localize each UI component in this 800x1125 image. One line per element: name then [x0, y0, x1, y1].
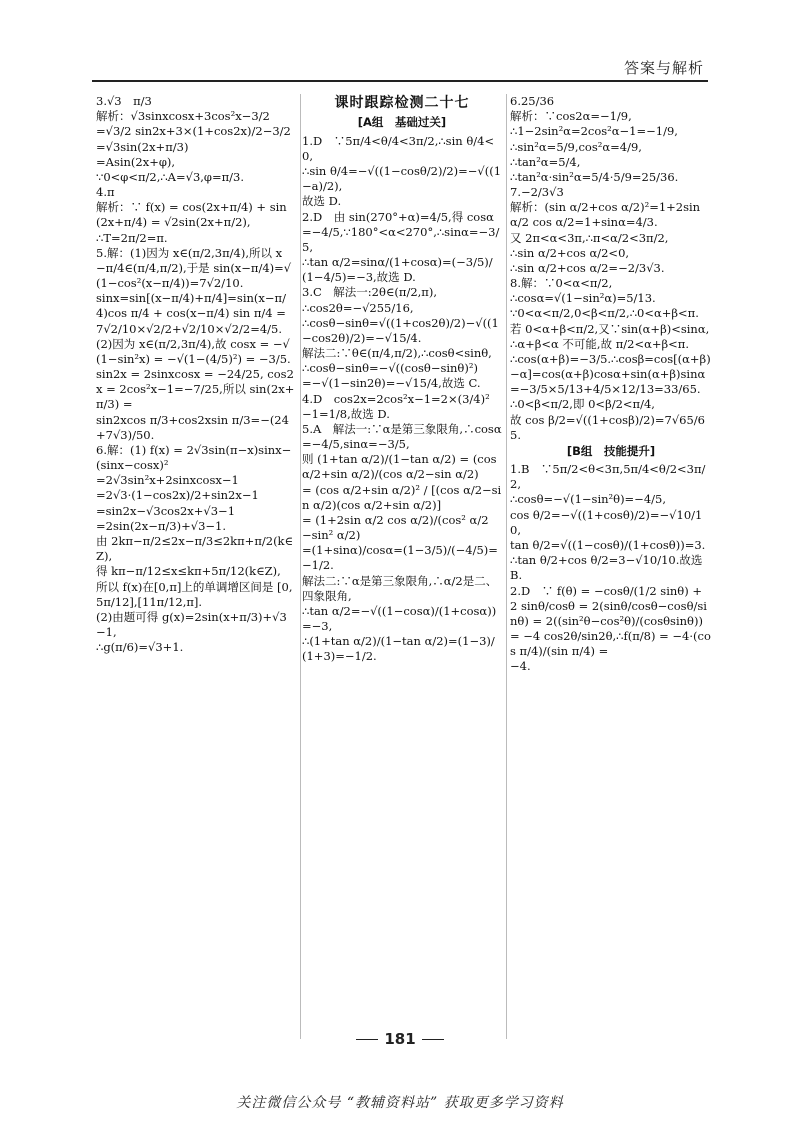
answer-line: 解析：∵cos2α=−1/9, — [510, 109, 632, 124]
answer-line: ∴α+β<α 不可能,故 π/2<α+β<π. — [510, 336, 690, 351]
answer-line: 4.π — [96, 185, 115, 200]
page-number — [0, 1030, 800, 1048]
answer-line: 解析：√3sinxcosx+3cos²x−3/2 — [96, 109, 270, 124]
answer-line: ∴tan²α·sin²α=5/4·5/9=25/36. — [510, 169, 679, 184]
answer-line: = (1+2sin α/2 cos α/2)/(cos² α/2−sin² α/2) — [302, 512, 489, 543]
answer-line: =√3sin(2x+π/3) — [96, 139, 189, 154]
answer-line: ∴tan α/2=−√((1−cosα)/(1+cosα))=−3, — [302, 603, 497, 634]
page-number-dash-left — [356, 1039, 378, 1040]
answer-line: 所以 f(x)在[0,π]上的单调增区间是 [0,5π/12],[11π/12,π]. — [96, 579, 293, 609]
answer-line: ∴T=2π/2=π. — [96, 230, 168, 245]
group-a-title: [A组 基础过关] — [357, 115, 447, 130]
answer-line: tan θ/2=√((1−cosθ)/(1+cosθ))=3. — [510, 537, 706, 552]
answer-line: =2√3sin²x+2sinxcosx−1 — [96, 473, 239, 488]
answer-line: ∴0<β<π/2,即 0<β/2<π/4, — [510, 397, 655, 412]
answer-line: ∴sin α/2+cos α/2=−2/3√3. — [510, 260, 665, 275]
answer-line: 6.25/36 — [510, 94, 555, 108]
answer-line: =2√3·(1−cos2x)/2+sin2x−1 — [96, 488, 259, 503]
answer-line: 解法二:∵α是第三象限角,∴α/2是二、四象限角, — [302, 573, 498, 603]
column-divider-2 — [506, 94, 507, 1039]
answer-line: sin2x = 2sinxcosx = −24/25, cos2x = 2cos²x−1=−7/25,所以 sin(2x+π/3) = — [96, 367, 295, 412]
answer-line: 故选 D. — [302, 194, 342, 209]
answer-line: 1.B ∵5π/2<θ<3π,5π/4<θ/2<3π/2, — [510, 462, 706, 492]
answer-line: ∴cos(α+β)=−3/5.∴cosβ=cos[(α+β)−α]=cos(α+β)cosα+sin(α+β)sinα=−3/5×5/13+4/5×12/13=33/65. — [510, 351, 711, 397]
answer-line: ∴1−2sin²α=2cos²α−1=−1/9, — [510, 124, 678, 139]
answer-line: ∴cosθ=−√(1−sin²θ)=−4/5, — [510, 492, 666, 507]
header-title: 答案与解析 — [623, 59, 704, 77]
answer-line: 3.√3 π/3 — [96, 94, 152, 108]
answer-line: ∴cosθ−sinθ=√((1+cos2θ)/2)−√((1−cos2θ)/2)=−√15/4. — [302, 315, 499, 345]
answer-line: sinx=sin[(x−π/4)+π/4]=sin(x−π/4)cos π/4 + cos(x−π/4) sin π/4 = 7√2/10×√2/2+√2/10×√2/2=4/5. — [96, 291, 290, 336]
answer-line: 8.解：∵0<α<π/2, — [510, 276, 613, 291]
answer-line: 3.C 解法一:2θ∈(π/2,π), — [302, 285, 437, 300]
answer-line: 解析：∵ f(x) = cos(2x+π/4) + sin(2x+π/4) = √2sin(2x+π/2), — [96, 200, 287, 230]
group-b-title: [B组 技能提升] — [566, 443, 656, 458]
page-number-text: 181 — [384, 1030, 416, 1048]
answer-line: 5.解：(1)因为 x∈(π/2,3π/4),所以 x−π/4∈(π/4,π/2),于是 sin(x−π/4)=√(1−cos²(x−π/4))=7√2/10. — [96, 245, 292, 291]
answer-line: ∴(1+tan α/2)/(1−tan α/2)=(1−3)/(1+3)=−1/2. — [302, 634, 495, 664]
answer-line: ∵0<α<π/2,0<β<π/2,∴0<α+β<π. — [510, 306, 699, 321]
answer-line: (2)因为 x∈(π/2,3π/4),故 cosx = −√(1−sin²x) = −√(1−(4/5)²) = −3/5. — [96, 336, 291, 366]
right-column — [510, 94, 712, 1054]
answer-line: ∴cos2θ=−√255/16, — [302, 300, 414, 315]
answer-line: 又 2π<α<3π,∴π<α/2<3π/2, — [510, 230, 669, 245]
answer-line: 若 0<α+β<π/2,又∵sin(α+β)<sinα, — [510, 321, 710, 336]
answer-line: sin2xcos π/3+cos2xsin π/3=−(24+7√3)/50. — [96, 412, 289, 442]
answer-line: ∴tan²α=5/4, — [510, 154, 581, 169]
answer-line: 5.A 解法一:∵α是第三象限角,∴cosα=−4/5,sinα=−3/5, — [302, 421, 502, 452]
answer-line: =√3/2 sin2x+3×(1+cos2x)/2−3/2 — [96, 124, 291, 139]
answer-line: ∴sin²α=5/9,cos²α=4/9, — [510, 139, 642, 154]
answer-line: 2.D 由 sin(270°+α)=4/5,得 cosα=−4/5,∵180°<α<270°,∴sinα=−3/5, — [302, 209, 500, 254]
answer-line: 6.解：(1) f(x) = 2√3sin(π−x)sinx−(sinx−cosx)² — [96, 442, 292, 473]
answer-line: ∴tan θ/2+cos θ/2=3−√10/10.故选 B. — [510, 553, 707, 583]
answer-line: 解法二:∵θ∈(π/4,π/2),∴cosθ<sinθ, — [302, 346, 492, 361]
answer-line: 7.−2/3√3 — [510, 185, 564, 200]
header-rule — [92, 80, 708, 82]
middle-column — [302, 94, 502, 1054]
answer-line: =sin2x−√3cos2x+√3−1 — [96, 503, 236, 518]
answer-line: cos θ/2=−√((1+cosθ)/2)=−√10/10, — [510, 507, 703, 537]
answer-line: ∴tan α/2=sinα/(1+cosα)=(−3/5)/(1−4/5)=−3,故选 D. — [302, 255, 493, 285]
answer-line: 2.D ∵ f(θ) = −cosθ/(1/2 sinθ) + 2 sinθ/cosθ = 2(sinθ/cosθ−cosθ/sinθ) = 2((sin²θ−cos²θ)/(cosθsinθ)) = −4 cos2θ/sin2θ,∴f(π/8) = −4·(cos π/4)/(sin π/4) = — [510, 583, 711, 659]
answer-line: ∴cosθ−sinθ=−√((cosθ−sinθ)²) — [302, 361, 478, 376]
answer-line: 故 cos β/2=√((1+cosβ)/2)=7√65/65. — [510, 412, 705, 442]
answer-line: 4.D cos2x=2cos²x−1=2×(3/4)²−1=1/8,故选 D. — [302, 391, 490, 421]
column-divider-1 — [300, 94, 301, 1039]
answer-line: ∴cosα=√(1−sin²α)=5/13. — [510, 291, 656, 306]
page-number-dash-right — [422, 1039, 444, 1040]
answer-line: =(1+sinα)/cosα=(1−3/5)/(−4/5)=−1/2. — [302, 543, 498, 573]
answer-line: ∴g(π/6)=√3+1. — [96, 640, 184, 655]
answer-line: ∵0<φ<π/2,∴A=√3,φ=π/3. — [96, 169, 245, 184]
left-column — [96, 94, 296, 1054]
answer-line: 1.D ∵5π/4<θ/4<3π/2,∴sin θ/4<0, — [302, 133, 495, 163]
answer-line: =Asin(2x+φ), — [96, 154, 176, 169]
answer-line: =−√(1−sin2θ)=−√15/4,故选 C. — [302, 376, 481, 391]
footer-note: 关注微信公众号 “教辅资料站” 获取更多学习资料 — [236, 1095, 564, 1111]
answer-line: 则 (1+tan α/2)/(1−tan α/2) = (cos α/2+sin α/2)/(cos α/2−sin α/2) — [302, 452, 501, 482]
answer-line: −4. — [510, 659, 531, 674]
answer-line: ∴sin θ/4=−√((1−cosθ/2)/2)=−√((1−a)/2), — [302, 163, 502, 194]
answer-line: ∴sin α/2+cos α/2<0, — [510, 245, 630, 260]
answer-line: 解析：(sin α/2+cos α/2)²=1+2sin α/2 cos α/2=1+sinα=4/3. — [510, 200, 704, 230]
answer-line: 得 kπ−π/12≤x≤kπ+5π/12(k∈Z), — [96, 564, 281, 579]
answer-line: =2sin(2x−π/3)+√3−1. — [96, 518, 226, 533]
answer-line: (2)由题可得 g(x)=2sin(x+π/3)+√3−1, — [96, 609, 287, 640]
answer-line: 由 2kπ−π/2≤2x−π/3≤2kπ+π/2(k∈Z), — [96, 533, 294, 564]
section-title: 课时跟踪检测二十七 — [334, 95, 470, 111]
answer-line: = (cos α/2+sin α/2)² / [(cos α/2−sin α/2)(cos α/2+sin α/2)] — [302, 482, 502, 512]
